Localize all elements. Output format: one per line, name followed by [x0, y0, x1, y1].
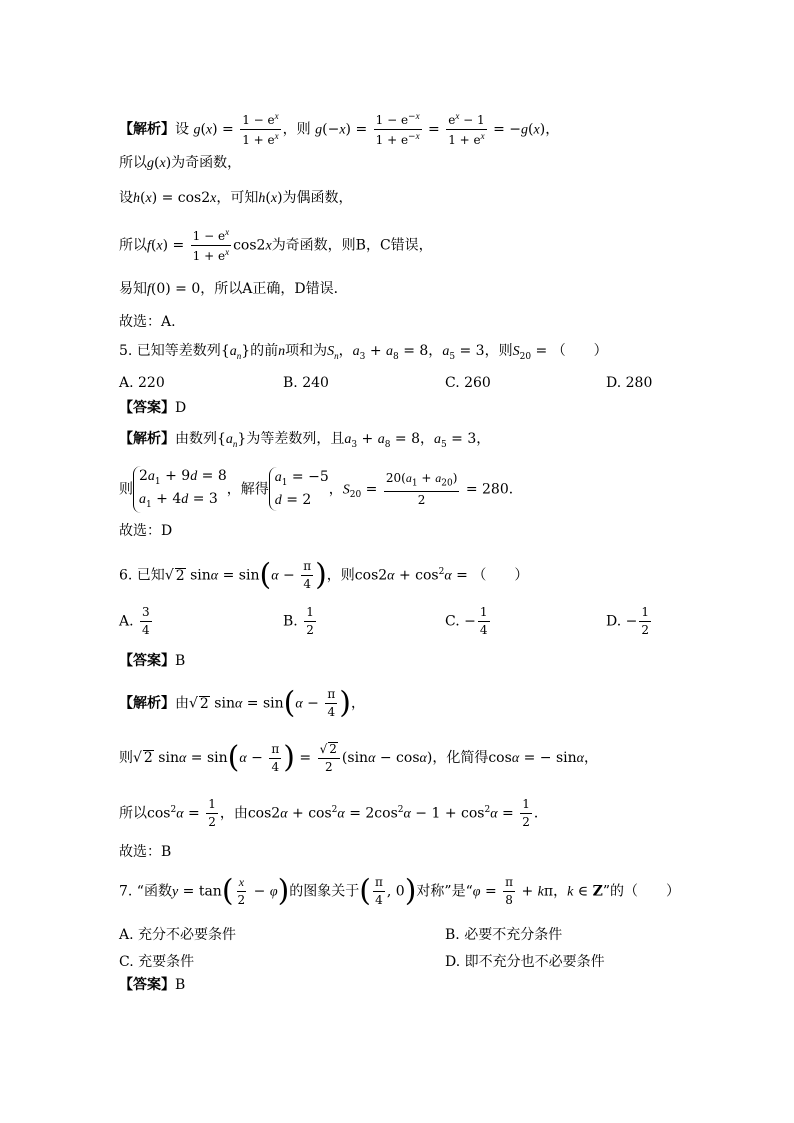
q6-option-a: A. $\frac{3}{4}$: [119, 605, 150, 638]
q5-option-d: D. 280: [606, 375, 653, 391]
text: ，化简得: [432, 750, 489, 767]
text: ，由: [219, 805, 248, 822]
q4-solution-line5: 易知f(0) = 0，所以A正确，D错误．: [119, 281, 348, 297]
text: 由数列: [175, 431, 217, 447]
q6-pick: 故选：B: [119, 844, 172, 860]
q5-option-c: C. 260: [445, 375, 491, 391]
text: ，则: [326, 567, 355, 584]
option-label: A.: [119, 613, 134, 630]
text: （ ）: [551, 343, 608, 359]
text: ，则: [282, 121, 311, 138]
q5-stem: 5. 已知等差数列$\{a_n\}$的前n项和为$S_n$，$a_3 + a_8 = 8$，$a_5 = 3$，则$S_{20}$ = （ ）: [119, 343, 608, 362]
q6-option-d: D. − $\frac{1}{2}$: [606, 605, 650, 638]
answer-value: B: [175, 653, 186, 669]
text: 设: [119, 190, 133, 206]
q6-option-c: C. − $\frac{1}{4}$: [445, 605, 488, 638]
text: 6. 已知: [119, 567, 165, 584]
text: 5. 已知等差数列: [119, 343, 221, 359]
q6-option-b: B. $\frac{1}{2}$: [283, 605, 314, 638]
q6-answer: [119, 654, 185, 668]
answer-value: B: [175, 977, 186, 993]
q4-solution-line4: 所以f(x) = $\frac{1 - e^x}{1 + e^x}$ cos2x为奇函数，则B，C错误，: [119, 227, 433, 264]
q6-solution-line1: 【解析】由√ 2 sinα = sin(α − $\frac{\pi}{4}$ )，: [119, 685, 365, 721]
q7-stem: 7. “函数y = tan( $\frac{x}{2}$ − φ)的图象关于( $\frac{\pi}{4}$ , 0)对称”是“φ = $\frac{\pi}{8}$ + kπ，k ∈ Z”的（ ）: [119, 873, 680, 909]
text: 所以: [119, 155, 147, 171]
q4-solution-line1: 【解析】设 g(x) = $\frac{1 - e^x}{1 + e^x}$ ，则 g(−x) = $\frac{1 - e^{-x}}{1 + e^{-x}}$ = $\frac{e^x - 1}{1 + e^x}$ = −g(x)，: [119, 111, 560, 148]
q4-solution-line3: 设h(x) = cos2x，可知h(x)为偶函数，: [119, 190, 353, 206]
answer-label: 【答案】: [119, 400, 175, 416]
text: 由: [175, 695, 189, 712]
text: 设: [175, 121, 189, 138]
text: 的前: [250, 343, 279, 359]
q5-pick: 故选：D: [119, 523, 173, 539]
text: 所以: [119, 237, 147, 254]
q5-answer: [119, 401, 186, 415]
q4-solution-line2: 所以g(x)为奇函数，: [119, 155, 242, 171]
q5-solution-line1: 【解析】由数列$\{a_n\}$为等差数列，且$a_3 + a_8 = 8$，$a_5 = 3$，: [119, 431, 491, 450]
q6-solution-line3: 所以$\cos^2\alpha$ = $\frac{1}{2}$ ，由$\cos 2\alpha + \cos^2\alpha = 2\cos^2\alpha - 1 + \cos^2\alpha$ = $\frac{1}{2}$ ．: [119, 797, 548, 830]
answer-label: 【答案】: [119, 977, 175, 993]
text: （ ）: [472, 567, 529, 584]
text: 的图象关于: [289, 883, 360, 900]
answer-label: 【答案】: [119, 653, 175, 669]
text: 所以: [119, 805, 147, 822]
text: 则: [119, 750, 133, 767]
text: 为等差数列，且: [246, 431, 345, 447]
solution-label: 【解析】: [119, 695, 175, 712]
q5-option-a: A. 220: [119, 375, 165, 391]
text: 则: [119, 481, 133, 498]
q7-option-c: C. 充要条件: [119, 954, 195, 970]
q6-stem: 6. 已知√ 2 sinα = sin(α − $\frac{\pi}{4}$ )，则$\cos 2\alpha + \cos^2\alpha$ = （ ）: [119, 557, 529, 593]
text: ，则: [484, 343, 513, 359]
answer-value: D: [175, 400, 187, 416]
q4-pick: 故选：A.: [119, 314, 176, 330]
q5-option-b: B. 240: [283, 375, 329, 391]
text: 7. “函数: [119, 883, 172, 900]
q7-option-d: D. 即不充分也不必要条件: [445, 954, 605, 970]
text: 为奇函数，则B，C错误，: [271, 237, 433, 254]
q5-solution-line2: 则$2a_1 + 9d = 8$ $a_1 + 4d = 3$，解得$a_1 = -5$ d = 2，$S_{20}$ = $\frac{20(a_1 + a_{20})}{2}$ = 280．: [119, 466, 523, 513]
option-label: B.: [283, 613, 298, 630]
q7-answer: [119, 978, 185, 992]
text: 为奇函数，: [171, 155, 242, 171]
text: ，解得: [226, 481, 269, 498]
text: 为偶函数，: [282, 190, 353, 206]
text: 易知: [119, 281, 147, 297]
q7-option-a: A. 充分不必要条件: [119, 927, 237, 943]
solution-label: 【解析】: [119, 431, 175, 447]
text: ，所以A正确，D错误．: [200, 281, 348, 297]
q6-solution-line2: 则√ 2 sinα = sin(α − $\frac{\pi}{4}$ ) = $\frac{√ 2}{2}$ (sinα − cosα)，化简得cosα = − sinα，: [119, 740, 599, 776]
solution-label: 【解析】: [119, 121, 175, 138]
text: ，可知: [216, 190, 259, 206]
text: 对称”是“: [416, 883, 473, 900]
option-label: C.: [445, 613, 460, 630]
text: ”的（ ）: [602, 883, 680, 900]
option-label: D.: [606, 613, 622, 630]
text: 项和为: [285, 343, 328, 359]
q7-option-b: B. 必要不充分条件: [445, 927, 563, 943]
